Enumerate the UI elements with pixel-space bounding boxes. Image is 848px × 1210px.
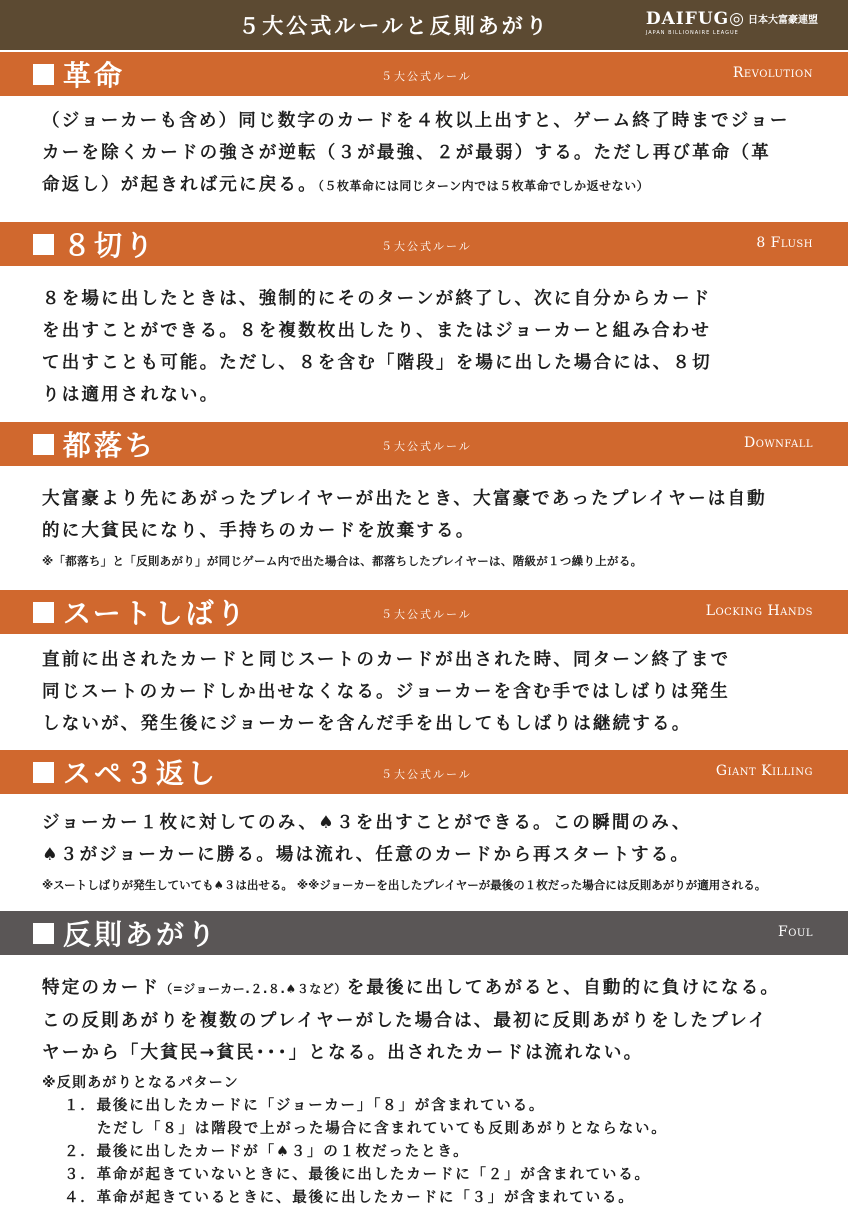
section-tag: ５大公式ルール — [381, 768, 472, 781]
square-icon — [33, 234, 54, 255]
section-english: Giant Killing — [715, 763, 813, 779]
section-english: Locking Hands — [705, 603, 813, 619]
section-body: 特定のカード（=ジョーカー.２.８.♠３など）を最後に出してあがると、自動的に負けになる。 この反則あがりを複数のプレイヤーがした場合は、最初に反則あがりをしたプレイ ヤーから「大貧民→貧民･･･」となる。出されたカードは流れない。 ※反則あがりとなるパターン １．最後に出したカードに「ジョーカー」「８」が含まれている。 ただし「８」は階段で上がった場合に含まれていても反則あがりとならない。 ２．最後に出したカードが「♠３」の１枚だったとき。 ３．革命が起きていないときに、最後に出したカードに「２」が含まれている。 ４．革命が起きているときに、最後に出したカードに「３」が含まれている。 — [0, 955, 848, 1210]
list-item: ２．最後に出したカードが「♠３」の１枚だったとき。 — [64, 1144, 470, 1160]
section-header — [0, 52, 848, 96]
section-title: ８切り — [63, 229, 157, 262]
section-tag: ５大公式ルール — [381, 240, 472, 253]
page-title: ５大公式ルールと反則あがり — [238, 14, 550, 38]
section-title: スペ３返し — [63, 757, 219, 790]
section-locking-hands — [0, 590, 848, 750]
section-english: 8 Flush — [756, 235, 813, 251]
section-title: 都落ち — [63, 429, 157, 462]
section-tag: ５大公式ルール — [381, 608, 472, 621]
list-item: １．最後に出したカードに「ジョーカー」「８」が含まれている。 — [64, 1098, 546, 1114]
section-tag: ５大公式ルール — [381, 440, 472, 453]
square-icon — [33, 434, 54, 455]
section-header — [0, 422, 848, 466]
header-bar — [0, 0, 848, 50]
section-8-flush — [0, 222, 848, 422]
list-item: ただし「８」は階段で上がった場合に含まれていても反則あがりとならない。 — [97, 1121, 668, 1137]
list-item: ４．革命が起きているときに、最後に出したカードに「３」が含まれている。 — [64, 1190, 635, 1206]
daifugo-logo — [646, 8, 818, 36]
section-english: Downfall — [743, 435, 813, 451]
pattern-header: ※反則あがりとなるパターン — [42, 1075, 239, 1091]
section-title: 革命 — [63, 59, 126, 92]
square-icon — [33, 762, 54, 783]
section-tag: ５大公式ルール — [381, 70, 472, 83]
logo-jp: 日本大富豪連盟 — [748, 15, 818, 26]
list-item: ３．革命が起きていないときに、最後に出したカードに「２」が含まれている。 — [64, 1167, 651, 1183]
section-body: 大富豪より先にあがったプレイヤーが出たとき、大富豪であったプレイヤーは自動 的に大貧民になり、手持ちのカードを放棄する。 ※「都落ち」と「反則あがり」が同じゲーム内で出た場合は、都落ちしたプレイヤーは、階級が１つ繰り上がる。 — [0, 466, 848, 590]
section-title: スートしばり — [63, 597, 248, 630]
section-english: Foul — [778, 924, 813, 940]
square-icon — [33, 602, 54, 623]
square-icon — [33, 923, 54, 944]
section-header — [0, 911, 848, 955]
section-downfall — [0, 422, 848, 590]
footnote: ※スートしばりが発生していても♠３は出せる。 ※※ジョーカーを出したプレイヤーが最後の１枚だった場合には反則あがりが適用される。 — [42, 878, 767, 892]
section-title: 反則あがり — [63, 918, 219, 951]
section-body: 直前に出されたカードと同じスートのカードが出された時、同ターン終了まで 同じスートのカードしか出せなくなる。ジョーカーを含む手ではしばりは発生 しないが、発生後にジョーカーを含んだ手を出してもしばりは継続する。 — [42, 650, 731, 734]
section-giant-killing — [0, 750, 848, 911]
logo-main: DAIFUG◎ — [645, 8, 745, 29]
section-header — [0, 222, 848, 266]
logo-sub: JAPAN BILLIONAIRE LEAGUE — [645, 29, 739, 36]
section-header — [0, 750, 848, 794]
section-foul — [0, 911, 848, 1210]
footnote: ※「都落ち」と「反則あがり」が同じゲーム内で出た場合は、都落ちしたプレイヤーは、階級が１つ繰り上がる。 — [42, 554, 643, 568]
section-revolution — [0, 52, 848, 222]
section-body: （ジョーカーも含め）同じ数字のカードを４枚以上出すと、ゲーム終了時までジョー カーを除くカードの強さが逆転（３が最強、２が最弱）する。ただし再び革命（革 命返し）が起きれば元に戻る。（５枚革命には同じターン内では５枚革命でしか返せない） — [42, 111, 790, 195]
square-icon — [33, 64, 54, 85]
section-english: Revolution — [732, 65, 813, 81]
pattern-list — [42, 1095, 820, 1210]
section-header — [0, 590, 848, 634]
section-body: ８を場に出したときは、強制的にそのターンが終了し、次に自分からカード を出すことができる。８を複数枚出したり、またはジョーカーと組み合わせ て出すことも可能。ただし、８を含む「階段」を場に出した場合には、８切 りは適用されない。 — [42, 289, 712, 405]
section-body: ジョーカー１枚に対してのみ、♠３を出すことができる。この瞬間のみ、 ♠３がジョーカーに勝る。場は流れ、任意のカードから再スタートする。 ※スートしばりが発生していても♠３は出せる。 ※※ジョーカーを出したプレイヤーが最後の１枚だった場合には反則あがりが適用される。 — [0, 794, 848, 911]
